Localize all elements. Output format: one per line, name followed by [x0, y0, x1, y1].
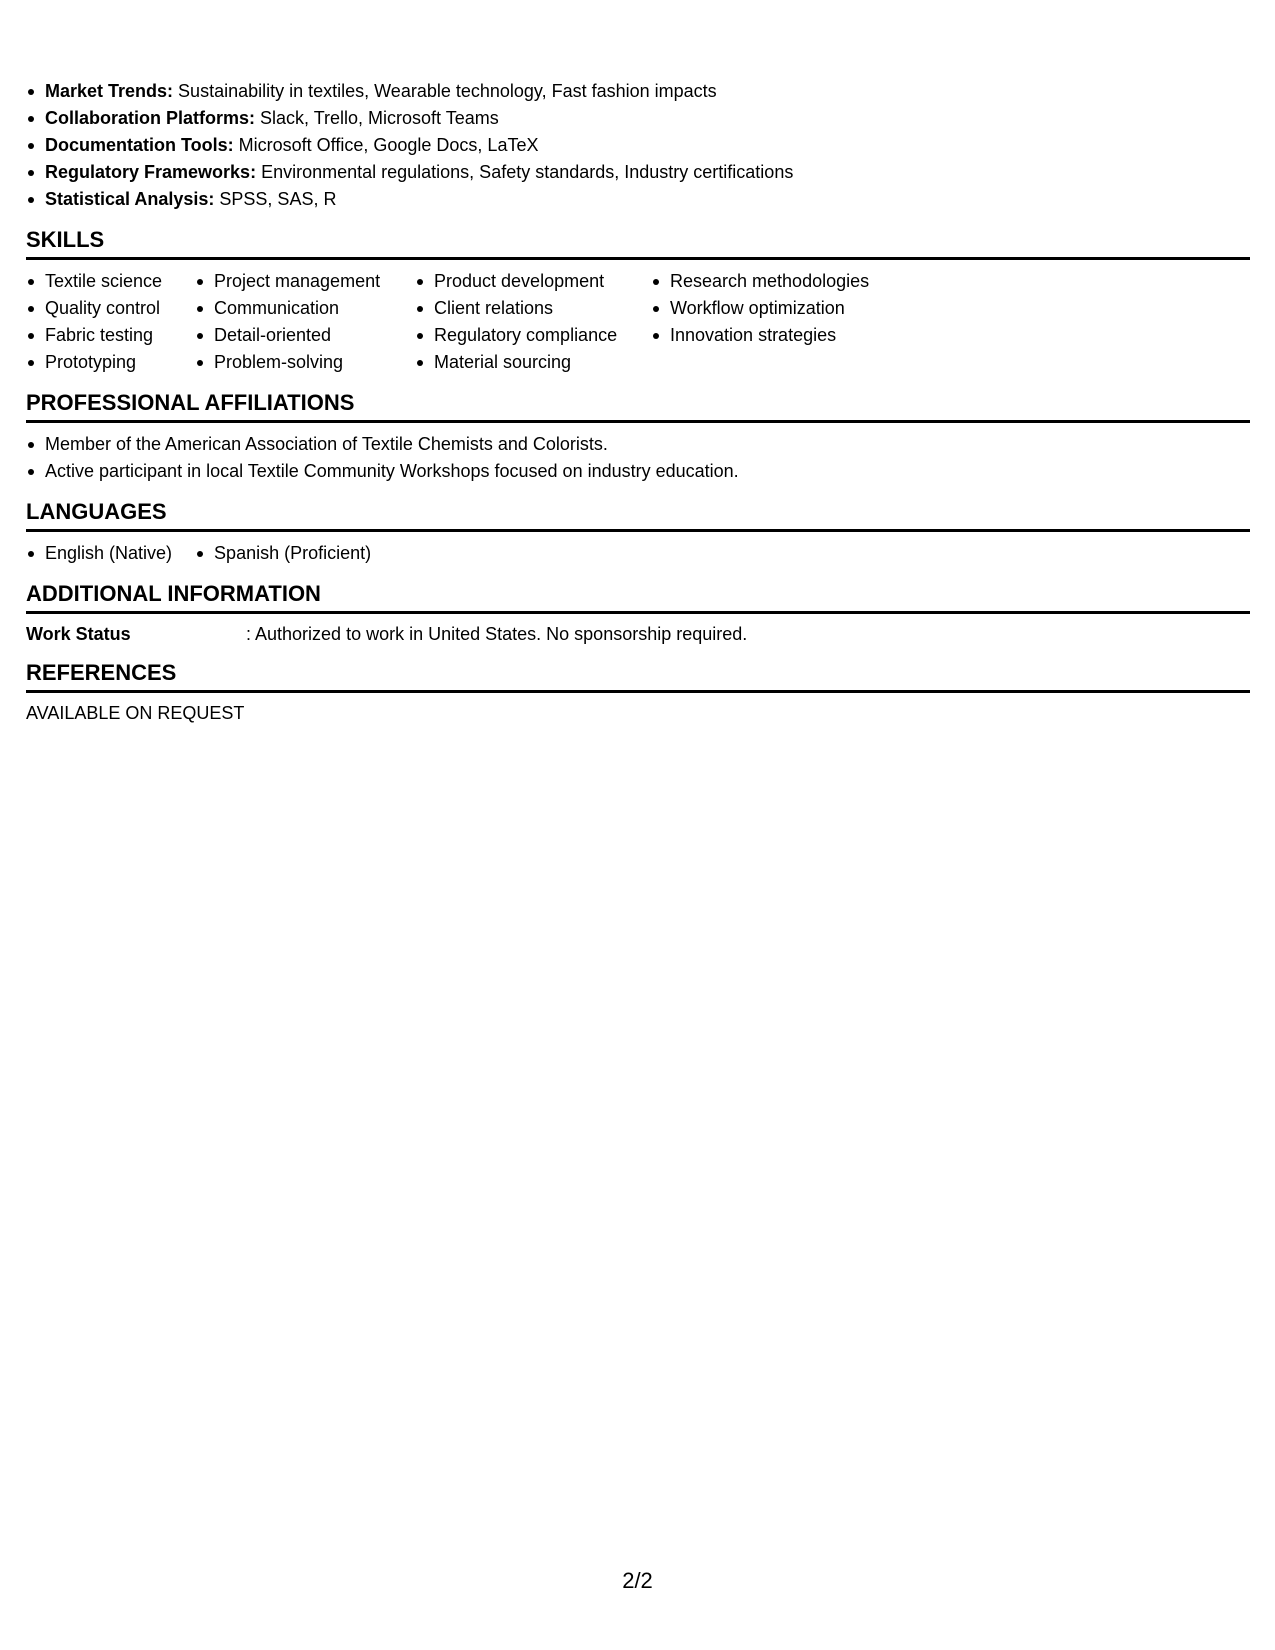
skill-item: Fabric testing — [26, 322, 195, 349]
item-value: Environmental regulations, Safety standards, Industry certifications — [256, 162, 794, 182]
skills-column — [195, 268, 415, 376]
skill-item: Project management — [195, 268, 415, 295]
additional-info-section — [26, 581, 1250, 646]
list-item — [26, 159, 1250, 186]
language-item: English (Native) — [26, 540, 172, 567]
languages-section — [26, 499, 1250, 567]
skill-item: Regulatory compliance — [415, 322, 651, 349]
affiliations-list — [26, 423, 1250, 485]
skills-column — [26, 268, 195, 376]
skill-item: Workflow optimization — [651, 295, 911, 322]
item-label: Market Trends: — [45, 81, 174, 101]
skill-item: Textile science — [26, 268, 195, 295]
references-text: AVAILABLE ON REQUEST — [26, 703, 245, 723]
item-value: Microsoft Office, Google Docs, LaTeX — [233, 135, 539, 155]
affiliation-item: Active participant in local Textile Community Workshops focused on industry education. — [26, 458, 1250, 485]
skill-item: Prototyping — [26, 349, 195, 376]
page-number: 2/2 — [622, 1568, 653, 1593]
references-section — [26, 660, 1250, 725]
skill-item: Communication — [195, 295, 415, 322]
section-title: REFERENCES — [26, 660, 1250, 693]
item-label: Regulatory Frameworks: — [45, 162, 257, 182]
section-title: PROFESSIONAL AFFILIATIONS — [26, 390, 1250, 423]
skills-columns — [26, 260, 1250, 376]
list-item — [26, 186, 1250, 213]
resume-page — [26, 78, 1250, 725]
skills-section — [26, 227, 1250, 376]
skill-item: Quality control — [26, 295, 195, 322]
item-label: Statistical Analysis: — [45, 189, 215, 209]
item-value: Sustainability in textiles, Wearable technology, Fast fashion impacts — [173, 81, 717, 101]
skill-item: Client relations — [415, 295, 651, 322]
language-item: Spanish (Proficient) — [195, 540, 371, 567]
item-value: SPSS, SAS, R — [214, 189, 337, 209]
section-title: ADDITIONAL INFORMATION — [26, 581, 1250, 614]
languages-list — [26, 532, 1250, 567]
work-status-row — [26, 614, 1250, 646]
section-title: SKILLS — [26, 227, 1250, 260]
list-item — [26, 105, 1250, 132]
skills-column — [651, 268, 911, 376]
skill-item: Problem-solving — [195, 349, 415, 376]
skills-column — [415, 268, 651, 376]
item-label: Collaboration Platforms: — [45, 108, 256, 128]
work-status-value: : Authorized to work in United States. No sponsorship required. — [246, 624, 748, 644]
skill-item: Detail-oriented — [195, 322, 415, 349]
tools-list — [26, 78, 1250, 213]
list-item — [26, 132, 1250, 159]
skill-item: Innovation strategies — [651, 322, 911, 349]
affiliation-item: Member of the American Association of Textile Chemists and Colorists. — [26, 431, 1250, 458]
list-item — [26, 78, 1250, 105]
section-title: LANGUAGES — [26, 499, 1250, 532]
skill-item: Product development — [415, 268, 651, 295]
skill-item: Research methodologies — [651, 268, 911, 295]
skill-item: Material sourcing — [415, 349, 651, 376]
item-label: Documentation Tools: — [45, 135, 234, 155]
item-value: Slack, Trello, Microsoft Teams — [255, 108, 499, 128]
work-status-label: Work Status — [26, 624, 131, 644]
affiliations-section — [26, 390, 1250, 485]
